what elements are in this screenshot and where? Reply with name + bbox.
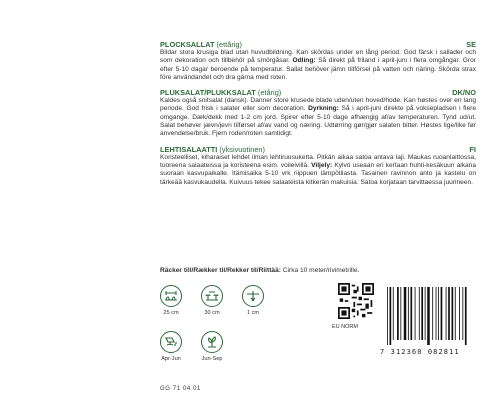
barcode-bars (386, 287, 474, 345)
text-column (160, 40, 476, 193)
barcode-bar (419, 287, 420, 340)
sowing-time-icon (160, 331, 182, 353)
plant-spacing-label: 30 cm (204, 310, 220, 316)
section-se-body (160, 49, 476, 82)
section-fi-country: FI (469, 144, 476, 154)
section-dkno-title-wrap (160, 88, 281, 97)
section-se-title: PLOCKSALLAT (160, 40, 215, 49)
sowing-depth-label: 1 cm (246, 310, 260, 316)
section-fi (160, 145, 476, 187)
section-fi-text1: Koristeelliset, kiharaiset lehdet ilman lehtiruusuketta. Pitkän aikaa satoa antava laji. Maukas ruoanlaittossa, tuoreena salaateissa ja koristeena esim. voileivillä. (160, 153, 476, 169)
barcode-bar (455, 287, 456, 340)
coverage-value: Cirka 10 meter/rivimetrille. (282, 267, 360, 274)
section-dkno (160, 88, 476, 138)
sowing-time-label: Apr-Jun (161, 356, 181, 362)
barcode-bar (465, 287, 467, 345)
section-se-text2: Så direkt på friland i april-juni i flera omgångar. Gror efter 5-10 dagar beroende på temperatur. Sallat behöver jämn tillförsel på vatten och näring. Skörda strax före användandet och dra gärna med roten. (160, 57, 476, 81)
barcode-bar (436, 287, 437, 340)
harvest-time-label: Jun-Sep (201, 356, 223, 362)
barcode-bar (387, 287, 388, 345)
coverage-label: Räcker till/Rækker til/Rekker til/Riittää: (160, 267, 281, 274)
barcode-bar (404, 287, 407, 340)
harvest-time-icon (201, 331, 223, 353)
section-dkno-text1: Kaldes også snitsalat (dansk). Danner store krusede blade uden/uten hoved/hode. Kan høstes over en lang periode. God frisk i salater eller som decoration. (160, 97, 476, 113)
section-dkno-title: PLUKSALAT/PLUKKSALAT (160, 88, 256, 98)
barcode-number: 7 312360 082811 (380, 348, 460, 356)
coverage-line (160, 267, 476, 274)
barcode-bar (393, 287, 394, 340)
barcode-bar (390, 287, 392, 345)
growing-icons (160, 285, 360, 365)
barcode-bar (408, 287, 409, 340)
section-fi-body (160, 154, 476, 187)
row-spacing-label: 25 cm (163, 310, 179, 316)
barcode-bar (415, 287, 416, 340)
section-dkno-label: Dyrkning: (308, 105, 339, 113)
barcode-bar (441, 287, 443, 340)
barcode-bar (425, 287, 426, 340)
row-spacing-icon (160, 285, 182, 307)
barcode-bar (421, 287, 423, 340)
section-se-title-wrap (160, 40, 242, 49)
section-dkno-header (160, 88, 476, 97)
section-dkno-subtitle: (etårig) (257, 88, 282, 98)
section-fi-header (160, 145, 476, 154)
qr-code (338, 283, 374, 319)
barcode-bar (459, 287, 460, 340)
barcode-bar (448, 287, 450, 340)
section-dkno-text2: Så i april-juni direkte på voksepladsen i flere omgange. Dæk/dekk med 1-2 cm jord. Spirer efter 5-10 dage afhængig af/av temperaturen. Tynd ud/ut. Salat behøver jævn/jevn tilførsel af/av vand og næring. Udtørring gør/gjør salaten bitter. Høstes lige/like før anvendelse/bruk. Fjern roden/roten samtidigt. (160, 105, 477, 138)
barcode-bar (427, 287, 430, 345)
section-dkno-country: DK/NO (452, 88, 476, 98)
section-se (160, 40, 476, 82)
barcode-bar (438, 287, 439, 340)
section-fi-title-wrap (160, 145, 265, 154)
section-dkno-body (160, 97, 476, 138)
section-fi-text2: Kylvö useaan eri kertaan huhti-kesäkuun aikana suoraan kasvupaikalle. Itämisaika 5-10 vrk riippuen lämpötilasta. Tasainen ravinnon anto ja kastelu on tärkeää kasvukaudella. Kuivuus tekee salaateista kitkerän makuisia. Satoa korjataan tarvittaessa juurineen. (160, 161, 476, 186)
barcode-bar (397, 287, 399, 340)
section-fi-subtitle: (yksivuotinen) (219, 144, 265, 154)
barcode-bar (446, 287, 447, 340)
section-se-label: Odling: (292, 57, 316, 65)
section-fi-title: LEHTISALAATTI (160, 144, 218, 154)
barcode-bar (432, 287, 433, 340)
barcode-bar (400, 287, 401, 340)
section-se-text1: Bildar stora krusiga blad utan huvudbildning. Kan skördas under en lång period. God färsk i sallader och som dekoration och tillbehör på smörgåsar. (160, 49, 476, 65)
plant-spacing-icon (201, 285, 223, 307)
section-se-country: SE (466, 40, 476, 49)
section-se-subtitle: (ettårig) (216, 40, 242, 49)
sowing-depth-icon (242, 285, 264, 307)
barcode-bar (452, 287, 454, 340)
section-fi-label: Viljely: (311, 161, 333, 169)
barcode-bar (462, 287, 463, 340)
product-code: GG 71 04 01 (160, 386, 201, 392)
eu-norm-label: EU NORM (332, 324, 358, 330)
barcode-bar (410, 287, 412, 340)
section-se-header (160, 40, 476, 49)
